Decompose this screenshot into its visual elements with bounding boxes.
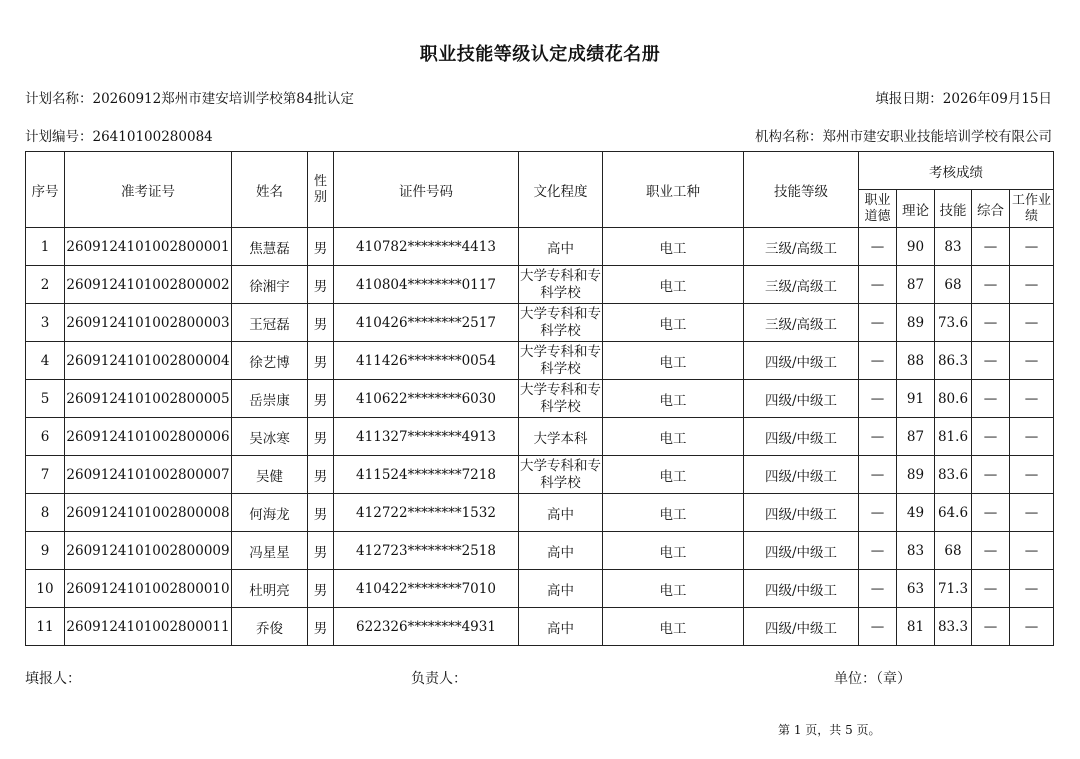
table-row bbox=[26, 418, 1054, 456]
table-row bbox=[26, 494, 1054, 532]
cell-seq: 2 bbox=[26, 266, 65, 304]
cell-skill-level: 四级/中级工 bbox=[744, 342, 859, 380]
cell-seq: 9 bbox=[26, 532, 65, 570]
cell-education: 高中 bbox=[519, 228, 603, 266]
cell-seq: 11 bbox=[26, 608, 65, 646]
cell-name: 岳崇康 bbox=[232, 380, 308, 418]
header-seq: 序号 bbox=[26, 152, 65, 228]
cell-skill: 83 bbox=[935, 228, 972, 266]
cell-ticket-number: 2609124101002800004 bbox=[65, 342, 232, 380]
header-ticket-number: 准考证号 bbox=[65, 152, 232, 228]
cell-theory: 89 bbox=[897, 456, 935, 494]
cell-gender: 男 bbox=[308, 456, 334, 494]
cell-occupation: 电工 bbox=[603, 304, 744, 342]
organization-value: 郑州市建安职业技能培训学校有限公司 bbox=[822, 129, 1052, 145]
cell-work-performance: — bbox=[1010, 570, 1054, 608]
cell-ticket-number: 2609124101002800002 bbox=[65, 266, 232, 304]
cell-gender: 男 bbox=[308, 304, 334, 342]
cell-occupation: 电工 bbox=[603, 608, 744, 646]
report-date-value: 2026年09月15日 bbox=[942, 91, 1052, 107]
cell-ticket-number: 2609124101002800008 bbox=[65, 494, 232, 532]
cell-seq: 6 bbox=[26, 418, 65, 456]
cell-theory: 90 bbox=[897, 228, 935, 266]
cell-ticket-number: 2609124101002800009 bbox=[65, 532, 232, 570]
cell-id-number: 411426********0054 bbox=[334, 342, 519, 380]
cell-skill-level: 四级/中级工 bbox=[744, 608, 859, 646]
cell-gender: 男 bbox=[308, 342, 334, 380]
cell-name: 焦慧磊 bbox=[232, 228, 308, 266]
cell-skill: 86.3 bbox=[935, 342, 972, 380]
table-row bbox=[26, 266, 1054, 304]
table-row bbox=[26, 570, 1054, 608]
cell-work-performance: — bbox=[1010, 342, 1054, 380]
cell-skill-level: 三级/高级工 bbox=[744, 228, 859, 266]
cell-ticket-number: 2609124101002800011 bbox=[65, 608, 232, 646]
cell-theory: 91 bbox=[897, 380, 935, 418]
cell-theory: 87 bbox=[897, 266, 935, 304]
cell-id-number: 410622********6030 bbox=[334, 380, 519, 418]
cell-education: 大学专科和专科学校 bbox=[519, 380, 603, 418]
cell-seq: 1 bbox=[26, 228, 65, 266]
cell-skill-level: 四级/中级工 bbox=[744, 418, 859, 456]
header-education: 文化程度 bbox=[519, 152, 603, 228]
cell-name: 何海龙 bbox=[232, 494, 308, 532]
table-row bbox=[26, 228, 1054, 266]
cell-gender: 男 bbox=[308, 570, 334, 608]
cell-skill: 71.3 bbox=[935, 570, 972, 608]
cell-work-performance: — bbox=[1010, 304, 1054, 342]
cell-gender: 男 bbox=[308, 494, 334, 532]
header-id-number: 证件号码 bbox=[334, 152, 519, 228]
cell-gender: 男 bbox=[308, 532, 334, 570]
cell-name: 乔俊 bbox=[232, 608, 308, 646]
cell-overall: — bbox=[972, 418, 1010, 456]
cell-skill: 83.6 bbox=[935, 456, 972, 494]
responsible-label: 负责人： bbox=[411, 671, 467, 687]
cell-id-number: 622326********4931 bbox=[334, 608, 519, 646]
cell-overall: — bbox=[972, 342, 1010, 380]
cell-ethics: — bbox=[859, 266, 897, 304]
cell-overall: — bbox=[972, 532, 1010, 570]
plan-name-value: 20260912郑州市建安培训学校第84批认定 bbox=[92, 91, 354, 107]
score-roster-table bbox=[25, 151, 1054, 646]
cell-name: 杜明亮 bbox=[232, 570, 308, 608]
cell-seq: 7 bbox=[26, 456, 65, 494]
cell-theory: 87 bbox=[897, 418, 935, 456]
cell-theory: 88 bbox=[897, 342, 935, 380]
cell-skill: 68 bbox=[935, 532, 972, 570]
cell-theory: 83 bbox=[897, 532, 935, 570]
table-row bbox=[26, 380, 1054, 418]
cell-gender: 男 bbox=[308, 228, 334, 266]
header-overall: 综合 bbox=[972, 190, 1010, 228]
cell-occupation: 电工 bbox=[603, 494, 744, 532]
cell-id-number: 410426********2517 bbox=[334, 304, 519, 342]
cell-education: 高中 bbox=[519, 494, 603, 532]
cell-ticket-number: 2609124101002800005 bbox=[65, 380, 232, 418]
cell-ethics: — bbox=[859, 608, 897, 646]
cell-occupation: 电工 bbox=[603, 570, 744, 608]
plan-name bbox=[25, 87, 354, 107]
header-gender: 性别 bbox=[308, 152, 334, 228]
cell-name: 冯星星 bbox=[232, 532, 308, 570]
plan-name-label: 计划名称： bbox=[25, 91, 93, 107]
cell-theory: 89 bbox=[897, 304, 935, 342]
table-row bbox=[26, 532, 1054, 570]
cell-theory: 49 bbox=[897, 494, 935, 532]
cell-ticket-number: 2609124101002800001 bbox=[65, 228, 232, 266]
cell-ethics: — bbox=[859, 342, 897, 380]
cell-id-number: 410782********4413 bbox=[334, 228, 519, 266]
table-row bbox=[26, 456, 1054, 494]
cell-skill-level: 四级/中级工 bbox=[744, 456, 859, 494]
cell-education: 高中 bbox=[519, 570, 603, 608]
cell-overall: — bbox=[972, 608, 1010, 646]
plan-number bbox=[25, 125, 213, 145]
cell-work-performance: — bbox=[1010, 456, 1054, 494]
roster-body bbox=[26, 228, 1054, 646]
cell-ethics: — bbox=[859, 570, 897, 608]
cell-skill-level: 四级/中级工 bbox=[744, 494, 859, 532]
cell-work-performance: — bbox=[1010, 532, 1054, 570]
cell-gender: 男 bbox=[308, 266, 334, 304]
cell-skill: 80.6 bbox=[935, 380, 972, 418]
cell-occupation: 电工 bbox=[603, 532, 744, 570]
header-occupation: 职业工种 bbox=[603, 152, 744, 228]
cell-overall: — bbox=[972, 570, 1010, 608]
organization-label: 机构名称： bbox=[755, 129, 823, 145]
cell-skill: 83.3 bbox=[935, 608, 972, 646]
cell-name: 王冠磊 bbox=[232, 304, 308, 342]
cell-ethics: — bbox=[859, 228, 897, 266]
plan-number-label: 计划编号： bbox=[25, 129, 93, 145]
cell-gender: 男 bbox=[308, 608, 334, 646]
cell-occupation: 电工 bbox=[603, 228, 744, 266]
cell-skill-level: 四级/中级工 bbox=[744, 570, 859, 608]
cell-work-performance: — bbox=[1010, 418, 1054, 456]
cell-ethics: — bbox=[859, 494, 897, 532]
cell-skill: 64.6 bbox=[935, 494, 972, 532]
cell-overall: — bbox=[972, 456, 1010, 494]
cell-skill: 81.6 bbox=[935, 418, 972, 456]
header-theory: 理论 bbox=[897, 190, 935, 228]
cell-work-performance: — bbox=[1010, 228, 1054, 266]
header-scores: 考核成绩 bbox=[859, 152, 1054, 190]
cell-gender: 男 bbox=[308, 418, 334, 456]
cell-education: 大学专科和专科学校 bbox=[519, 342, 603, 380]
cell-id-number: 411524********7218 bbox=[334, 456, 519, 494]
cell-name: 徐艺博 bbox=[232, 342, 308, 380]
table-row bbox=[26, 608, 1054, 646]
header-name: 姓名 bbox=[232, 152, 308, 228]
cell-overall: — bbox=[972, 266, 1010, 304]
report-date-label: 填报日期： bbox=[875, 91, 943, 107]
cell-education: 大学专科和专科学校 bbox=[519, 456, 603, 494]
plan-number-value: 26410100280084 bbox=[92, 129, 213, 145]
cell-occupation: 电工 bbox=[603, 342, 744, 380]
unit-seal-label: 单位：（章） bbox=[834, 671, 911, 687]
cell-seq: 3 bbox=[26, 304, 65, 342]
cell-ethics: — bbox=[859, 380, 897, 418]
cell-overall: — bbox=[972, 494, 1010, 532]
cell-skill-level: 四级/中级工 bbox=[744, 380, 859, 418]
cell-ticket-number: 2609124101002800006 bbox=[65, 418, 232, 456]
table-row bbox=[26, 304, 1054, 342]
cell-overall: — bbox=[972, 304, 1010, 342]
cell-occupation: 电工 bbox=[603, 456, 744, 494]
cell-occupation: 电工 bbox=[603, 266, 744, 304]
cell-id-number: 411327********4913 bbox=[334, 418, 519, 456]
cell-overall: — bbox=[972, 380, 1010, 418]
cell-ethics: — bbox=[859, 532, 897, 570]
filler-label: 填报人： bbox=[25, 671, 81, 687]
cell-theory: 63 bbox=[897, 570, 935, 608]
cell-skill: 73.6 bbox=[935, 304, 972, 342]
header-work-performance: 工作业绩 bbox=[1010, 190, 1054, 228]
cell-id-number: 412723********2518 bbox=[334, 532, 519, 570]
cell-seq: 8 bbox=[26, 494, 65, 532]
cell-name: 徐湘宇 bbox=[232, 266, 308, 304]
cell-work-performance: — bbox=[1010, 380, 1054, 418]
cell-skill-level: 四级/中级工 bbox=[744, 532, 859, 570]
cell-seq: 10 bbox=[26, 570, 65, 608]
page-title: 职业技能等级认定成绩花名册 bbox=[419, 44, 661, 65]
cell-seq: 5 bbox=[26, 380, 65, 418]
header-ethics: 职业道德 bbox=[859, 190, 897, 228]
cell-seq: 4 bbox=[26, 342, 65, 380]
cell-ticket-number: 2609124101002800010 bbox=[65, 570, 232, 608]
cell-name: 吴冰寒 bbox=[232, 418, 308, 456]
report-date bbox=[875, 87, 1052, 107]
cell-ethics: — bbox=[859, 456, 897, 494]
cell-ticket-number: 2609124101002800007 bbox=[65, 456, 232, 494]
cell-ticket-number: 2609124101002800003 bbox=[65, 304, 232, 342]
cell-skill-level: 三级/高级工 bbox=[744, 266, 859, 304]
cell-ethics: — bbox=[859, 304, 897, 342]
cell-education: 高中 bbox=[519, 608, 603, 646]
cell-occupation: 电工 bbox=[603, 418, 744, 456]
header-skill-level: 技能等级 bbox=[744, 152, 859, 228]
cell-theory: 81 bbox=[897, 608, 935, 646]
cell-skill: 68 bbox=[935, 266, 972, 304]
cell-id-number: 412722********1532 bbox=[334, 494, 519, 532]
cell-education: 高中 bbox=[519, 532, 603, 570]
cell-ethics: — bbox=[859, 418, 897, 456]
cell-education: 大学专科和专科学校 bbox=[519, 304, 603, 342]
cell-id-number: 410804********0117 bbox=[334, 266, 519, 304]
cell-overall: — bbox=[972, 228, 1010, 266]
page-indicator: 第 1 页，共 5 页。 bbox=[778, 723, 881, 737]
cell-skill-level: 三级/高级工 bbox=[744, 304, 859, 342]
header-skill: 技能 bbox=[935, 190, 972, 228]
cell-education: 大学本科 bbox=[519, 418, 603, 456]
cell-education: 大学专科和专科学校 bbox=[519, 266, 603, 304]
table-row bbox=[26, 342, 1054, 380]
cell-work-performance: — bbox=[1010, 494, 1054, 532]
cell-occupation: 电工 bbox=[603, 380, 744, 418]
cell-id-number: 410422********7010 bbox=[334, 570, 519, 608]
organization-name bbox=[755, 125, 1052, 145]
cell-work-performance: — bbox=[1010, 608, 1054, 646]
cell-gender: 男 bbox=[308, 380, 334, 418]
cell-name: 吴健 bbox=[232, 456, 308, 494]
cell-work-performance: — bbox=[1010, 266, 1054, 304]
